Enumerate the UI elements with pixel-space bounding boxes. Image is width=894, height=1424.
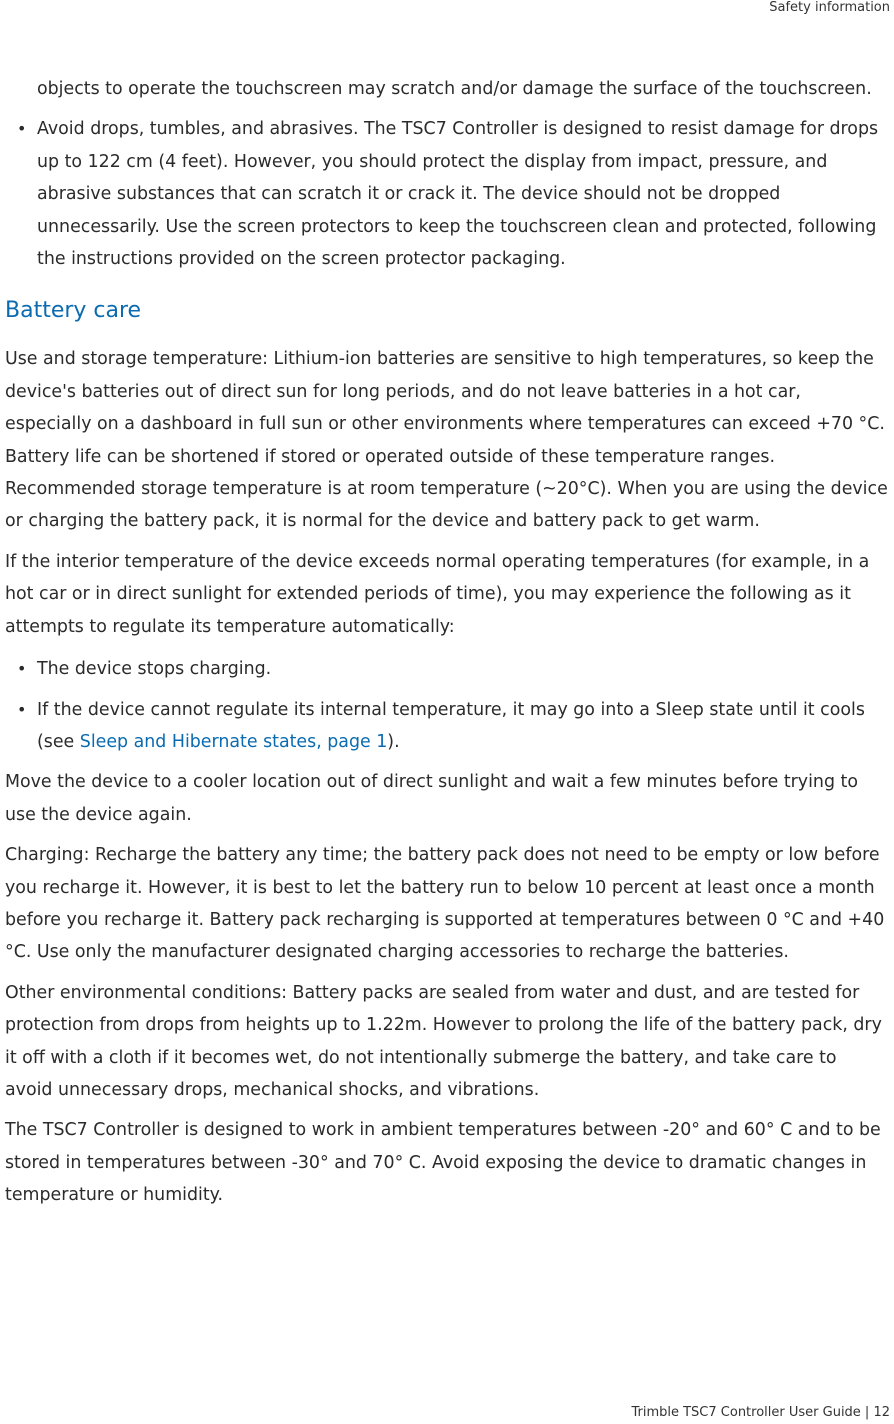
list-item [17, 653, 889, 685]
section-heading: Battery care [5, 298, 142, 324]
list-item-text: Avoid drops, tumbles, and abrasives. The TSC7 Controller is designed to resist damage for drops up to 122 cm (4 feet). However, you should protect the display from impact, pressure, and abrasive substances that can scratch it or crack it. The device should not be dropped unnecessarily. Use the screen protectors to keep the touchscreen clean and protected, following the instructions provided on the screen protector packaging. [37, 119, 879, 270]
bullet-icon: • [17, 119, 27, 139]
bullet-icon: • [17, 659, 27, 679]
paragraph-move-device: Move the device to a cooler location out of direct sunlight and wait a few minutes before trying to use the device again. [5, 772, 858, 825]
paragraph-use-storage: Use and storage temperature: Lithium-ion batteries are sensitive to high temperatures, so keep the device's batteries out of direct sun for long periods, and do not leave batteries in a hot car, especially on a dashboard in full sun or other environments where temperatures can exceed +70 °C. Battery life can be shortened if stored or operated outside of these temperature ranges. Recommended storage temperature is at room temperature (~20°C). When you are using the device or charging the battery pack, it is normal for the device and battery pack to get warm. [5, 349, 888, 532]
paragraph-environmental: Other environmental conditions: Battery packs are sealed from water and dust, and are tested for protection from drops from heights up to 1.22m. However to prolong the life of the battery pack, dry it off with a cloth if it becomes wet, do not intentionally submerge the battery, and take care to avoid unnecessary drops, mechanical shocks, and vibrations. [5, 982, 882, 1100]
page-content [5, 73, 889, 1212]
list-item [17, 113, 889, 275]
paragraph-interior-temperature: If the interior temperature of the device exceeds normal operating temperatures (for example, in a hot car or in direct sunlight for extended periods of time), you may experience the following as it attempts to regulate its temperature automatically: [5, 551, 870, 637]
list-item-text: The device stops charging. [37, 659, 272, 680]
paragraph-ambient-temperature: The TSC7 Controller is designed to work in ambient temperatures between -20° and 60° C and to be stored in temperatures between -30° and 70° C. Avoid exposing the device to dramatic changes in temperature or humidity. [5, 1120, 881, 1206]
bullet-list [5, 653, 889, 758]
sleep-hibernate-link[interactable]: Sleep and Hibernate states, page 1 [79, 731, 388, 752]
list-item-text: If the device cannot regulate its internal temperature, it may go into a Sleep state until it cools (see [37, 699, 865, 752]
list-item-text-end: ). [387, 731, 400, 752]
list-item [17, 694, 889, 759]
continued-paragraph: objects to operate the touchscreen may scratch and/or damage the surface of the touchscreen. [37, 79, 872, 99]
bullet-icon: • [17, 699, 27, 719]
page-footer: Trimble TSC7 Controller User Guide | 12 [631, 1405, 890, 1420]
running-header: Safety information [769, 0, 890, 15]
paragraph-charging: Charging: Recharge the battery any time; the battery pack does not need to be empty or low before you recharge it. However, it is best to let the battery run to below 10 percent at least once a month before you recharge it. Battery pack recharging is supported at temperatures between 0 °C and +40 °C. Use only the manufacturer designated charging accessories to recharge the batteries. [5, 845, 885, 963]
